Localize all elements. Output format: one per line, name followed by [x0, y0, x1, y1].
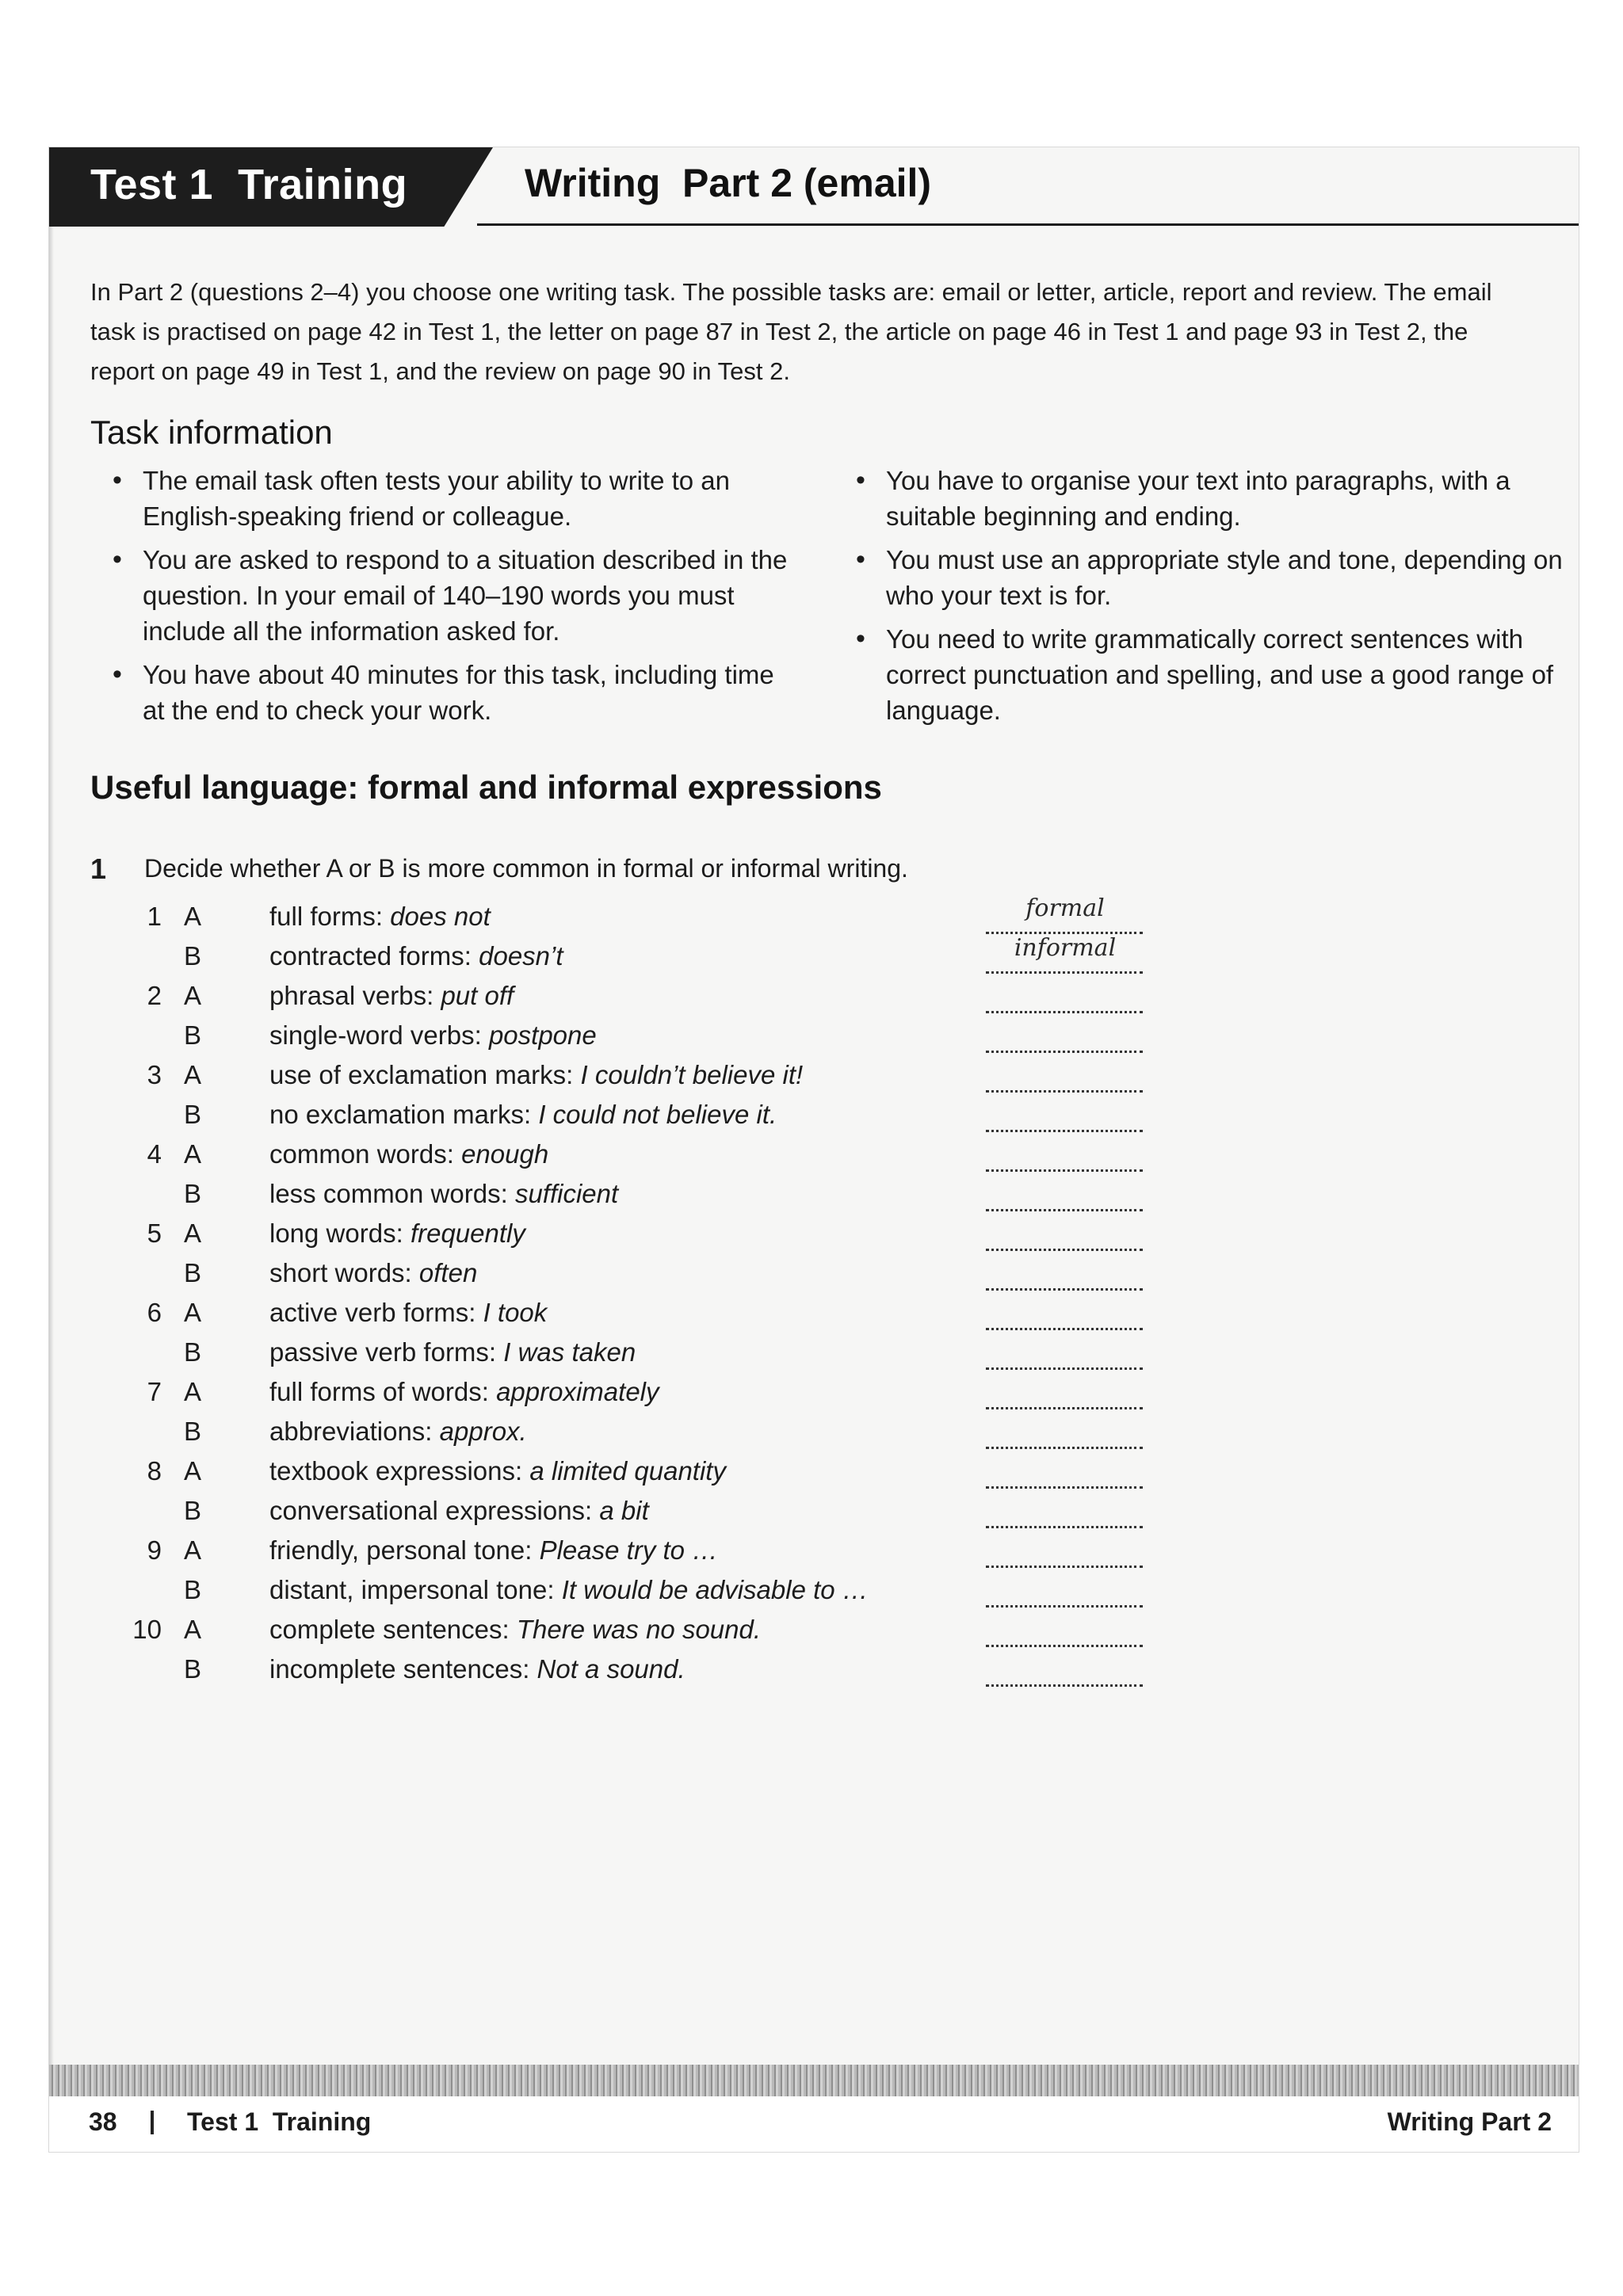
- exercise-row: [90, 976, 1184, 1016]
- exercise-items: [90, 894, 1184, 1689]
- option-example: approx.: [439, 1417, 527, 1446]
- exercise-row: [90, 1372, 1184, 1412]
- bullet-icon: •: [113, 544, 122, 574]
- option-letter: B: [184, 1258, 202, 1287]
- bullet-icon: •: [856, 465, 865, 495]
- task-info-bullet-item: [90, 542, 796, 649]
- exercise-row: [90, 1095, 1184, 1135]
- page-bottom-edge: [49, 2065, 1579, 2096]
- exercise-row: [90, 936, 1184, 976]
- option-label: conversational expressions:: [269, 1496, 600, 1525]
- task-info-bullet-item: [90, 463, 796, 534]
- option-label: full forms:: [269, 902, 391, 931]
- option-letter: A: [184, 1298, 202, 1327]
- item-number: 4: [147, 1139, 162, 1169]
- option-label: passive verb forms:: [269, 1337, 504, 1367]
- bullet-icon: •: [113, 659, 122, 689]
- exercise-row: [90, 1650, 1184, 1689]
- option-letter: B: [184, 1417, 202, 1446]
- option-letter: B: [184, 1654, 202, 1684]
- option-text: [269, 1253, 477, 1293]
- option-label: long words:: [269, 1219, 411, 1248]
- item-number: 7: [147, 1377, 162, 1406]
- answer-blank-input[interactable]: [986, 986, 1143, 1013]
- answer-blank-input[interactable]: [986, 1461, 1143, 1489]
- option-letter: B: [184, 1020, 202, 1050]
- option-example: I couldn’t believe it!: [580, 1060, 804, 1089]
- option-letter: A: [184, 1060, 202, 1089]
- option-text: [269, 1214, 525, 1253]
- exercise-row: [90, 1570, 1184, 1610]
- task-info-bullet-item: [834, 463, 1563, 534]
- option-label: short words:: [269, 1258, 419, 1287]
- option-letter: A: [184, 1377, 202, 1406]
- bullet-text: You are asked to respond to a situation described in the question. In your email of 140–190 words you must include all the information asked for.: [143, 545, 788, 646]
- option-example: enough: [461, 1139, 549, 1169]
- task-info-right-column: [834, 463, 1563, 736]
- option-example: Please try to …: [539, 1535, 719, 1565]
- option-letter: B: [184, 941, 202, 971]
- page-left-edge: [49, 147, 54, 2065]
- option-label: contracted forms:: [269, 941, 479, 971]
- bullet-icon: •: [856, 544, 865, 574]
- option-example: a limited quantity: [529, 1456, 726, 1486]
- exercise-row: [90, 1412, 1184, 1451]
- option-text: [269, 1412, 527, 1451]
- option-text: [269, 1372, 659, 1412]
- option-label: incomplete sentences:: [269, 1654, 537, 1684]
- task-info-bullet-item: [834, 542, 1563, 613]
- task-info-bullet-item: [90, 657, 796, 728]
- answer-blank-input[interactable]: [986, 1619, 1143, 1647]
- answer-blank-input[interactable]: [986, 1144, 1143, 1172]
- exercise-row: [90, 1214, 1184, 1253]
- handwritten-answer: formal: [1025, 894, 1105, 922]
- option-text: [269, 1016, 597, 1055]
- option-example: I could not believe it.: [538, 1100, 777, 1129]
- option-letter: B: [184, 1496, 202, 1525]
- option-letter: B: [184, 1100, 202, 1129]
- test-title: Test 1 Training: [90, 161, 408, 208]
- exercise-number: 1: [90, 852, 107, 885]
- item-number: 3: [147, 1060, 162, 1089]
- option-example: I took: [483, 1298, 548, 1327]
- option-example: does not: [390, 902, 491, 931]
- option-label: no exclamation marks:: [269, 1100, 539, 1129]
- option-label: common words:: [269, 1139, 462, 1169]
- answer-blank-input[interactable]: [986, 1342, 1143, 1370]
- task-info-left-column: [90, 463, 796, 736]
- option-text: [269, 1055, 803, 1095]
- option-example: It would be advisable to …: [561, 1575, 869, 1604]
- footer-section-label: Writing Part 2: [1387, 2107, 1552, 2136]
- option-letter: A: [184, 981, 202, 1010]
- option-letter: A: [184, 1456, 202, 1486]
- item-number: 8: [147, 1456, 162, 1486]
- option-label: friendly, personal tone:: [269, 1535, 540, 1565]
- section-title: Writing Part 2 (email): [525, 161, 932, 205]
- option-label: use of exclamation marks:: [269, 1060, 581, 1089]
- option-example: a bit: [599, 1496, 649, 1525]
- bullet-text: You must use an appropriate style and tone, depending on who your text is for.: [886, 545, 1563, 610]
- option-letter: B: [184, 1179, 202, 1208]
- answer-blank-input[interactable]: [986, 1501, 1143, 1528]
- option-letter: A: [184, 1535, 202, 1565]
- bullet-icon: •: [113, 465, 122, 495]
- option-label: abbreviations:: [269, 1417, 440, 1446]
- exercise-row: [90, 1610, 1184, 1650]
- exercise-row: [90, 1016, 1184, 1055]
- option-example: put off: [441, 981, 514, 1010]
- option-text: [269, 1610, 761, 1650]
- option-text: [269, 1531, 718, 1570]
- option-example: Not a sound.: [537, 1654, 685, 1684]
- header-rule: [477, 223, 1579, 226]
- exercise-row: [90, 1135, 1184, 1174]
- answer-blank-input[interactable]: [986, 1025, 1143, 1053]
- footer-separator: [151, 2111, 154, 2134]
- exercise-row: [90, 1451, 1184, 1491]
- option-label: complete sentences:: [269, 1615, 517, 1644]
- footer-test-label: Test 1 Training: [187, 2107, 372, 2136]
- exercise-row: [90, 1293, 1184, 1333]
- page-number: 38: [89, 2107, 117, 2136]
- option-text: [269, 976, 514, 1016]
- answer-blank-input[interactable]: [986, 1263, 1143, 1291]
- option-label: single-word verbs:: [269, 1020, 489, 1050]
- task-info-bullet-item: [834, 621, 1563, 728]
- option-letter: A: [184, 902, 202, 931]
- option-label: less common words:: [269, 1179, 515, 1208]
- option-label: phrasal verbs:: [269, 981, 441, 1010]
- option-text: [269, 1570, 869, 1610]
- textbook-page: [49, 147, 1579, 2152]
- item-number: 5: [147, 1219, 162, 1248]
- option-text: [269, 936, 563, 976]
- answer-blank-input[interactable]: [986, 1382, 1143, 1409]
- answer-blank-input[interactable]: [986, 1223, 1143, 1251]
- answer-blank-input[interactable]: [986, 1104, 1143, 1132]
- bullet-text: You have to organise your text into paragraphs, with a suitable beginning and ending.: [886, 466, 1510, 531]
- intro-paragraph: In Part 2 (questions 2–4) you choose one writing task. The possible tasks are: email or letter, article, report and review. The email task is practised on page 42 in Test 1, the letter on page 87 in Test 2, the article on page 46 in Test 1 and page 93 in Test 2, the report on page 49 in Test 1, and the review on page 90 in Test 2.: [90, 278, 1492, 385]
- option-example: postpone: [488, 1020, 597, 1050]
- bullet-icon: •: [856, 624, 865, 654]
- answer-blank-input[interactable]: [986, 1421, 1143, 1449]
- exercise-row: [90, 1174, 1184, 1214]
- exercise-row: [90, 1333, 1184, 1372]
- option-example: I was taken: [503, 1337, 636, 1367]
- exercise-row: [90, 1491, 1184, 1531]
- option-label: distant, impersonal tone:: [269, 1575, 562, 1604]
- option-label: full forms of words:: [269, 1377, 497, 1406]
- option-text: [269, 1174, 618, 1214]
- exercise-row: [90, 1253, 1184, 1293]
- option-example: There was no sound.: [516, 1615, 762, 1644]
- option-letter: B: [184, 1575, 202, 1604]
- answer-blank-input[interactable]: [986, 1302, 1143, 1330]
- exercise-row: [90, 1531, 1184, 1570]
- item-number: 6: [147, 1298, 162, 1327]
- option-text: [269, 1451, 726, 1491]
- task-information-heading: Task information: [90, 414, 333, 451]
- option-letter: A: [184, 1139, 202, 1169]
- option-letter: B: [184, 1337, 202, 1367]
- option-label: textbook expressions:: [269, 1456, 530, 1486]
- option-example: frequently: [410, 1219, 525, 1248]
- bullet-text: You need to write grammatically correct sentences with correct punctuation and spelling, and use a good range of language.: [886, 624, 1554, 725]
- item-number: 10: [132, 1615, 162, 1644]
- option-text: [269, 1095, 777, 1135]
- option-text: [269, 1491, 649, 1531]
- option-text: [269, 897, 491, 936]
- answer-blank-input[interactable]: [986, 1540, 1143, 1568]
- option-example: sufficient: [514, 1179, 619, 1208]
- option-text: [269, 1135, 548, 1174]
- item-number: 9: [147, 1535, 162, 1565]
- option-text: [269, 1333, 636, 1372]
- exercise-row: [90, 1055, 1184, 1095]
- useful-language-heading: Useful language: formal and informal expressions: [90, 769, 882, 806]
- answer-blank-input[interactable]: [986, 1065, 1143, 1093]
- exercise-instruction: Decide whether A or B is more common in formal or informal writing.: [144, 854, 908, 883]
- option-label: active verb forms:: [269, 1298, 483, 1327]
- option-example: approximately: [496, 1377, 659, 1406]
- option-text: [269, 1650, 685, 1689]
- answer-blank-input[interactable]: [986, 1659, 1143, 1687]
- bullet-text: You have about 40 minutes for this task, including time at the end to check your work.: [143, 660, 774, 725]
- bullet-text: The email task often tests your ability to write to an English-speaking friend or colleague.: [143, 466, 731, 531]
- answer-blank-input[interactable]: [986, 1184, 1143, 1211]
- item-number: 2: [147, 981, 162, 1010]
- option-letter: A: [184, 1219, 202, 1248]
- item-number: 1: [147, 902, 162, 931]
- handwritten-answer: informal: [1014, 934, 1117, 962]
- option-example: doesn’t: [479, 941, 563, 971]
- answer-blank-input[interactable]: [986, 1580, 1143, 1608]
- option-example: often: [418, 1258, 478, 1287]
- option-letter: A: [184, 1615, 202, 1644]
- option-text: [269, 1293, 547, 1333]
